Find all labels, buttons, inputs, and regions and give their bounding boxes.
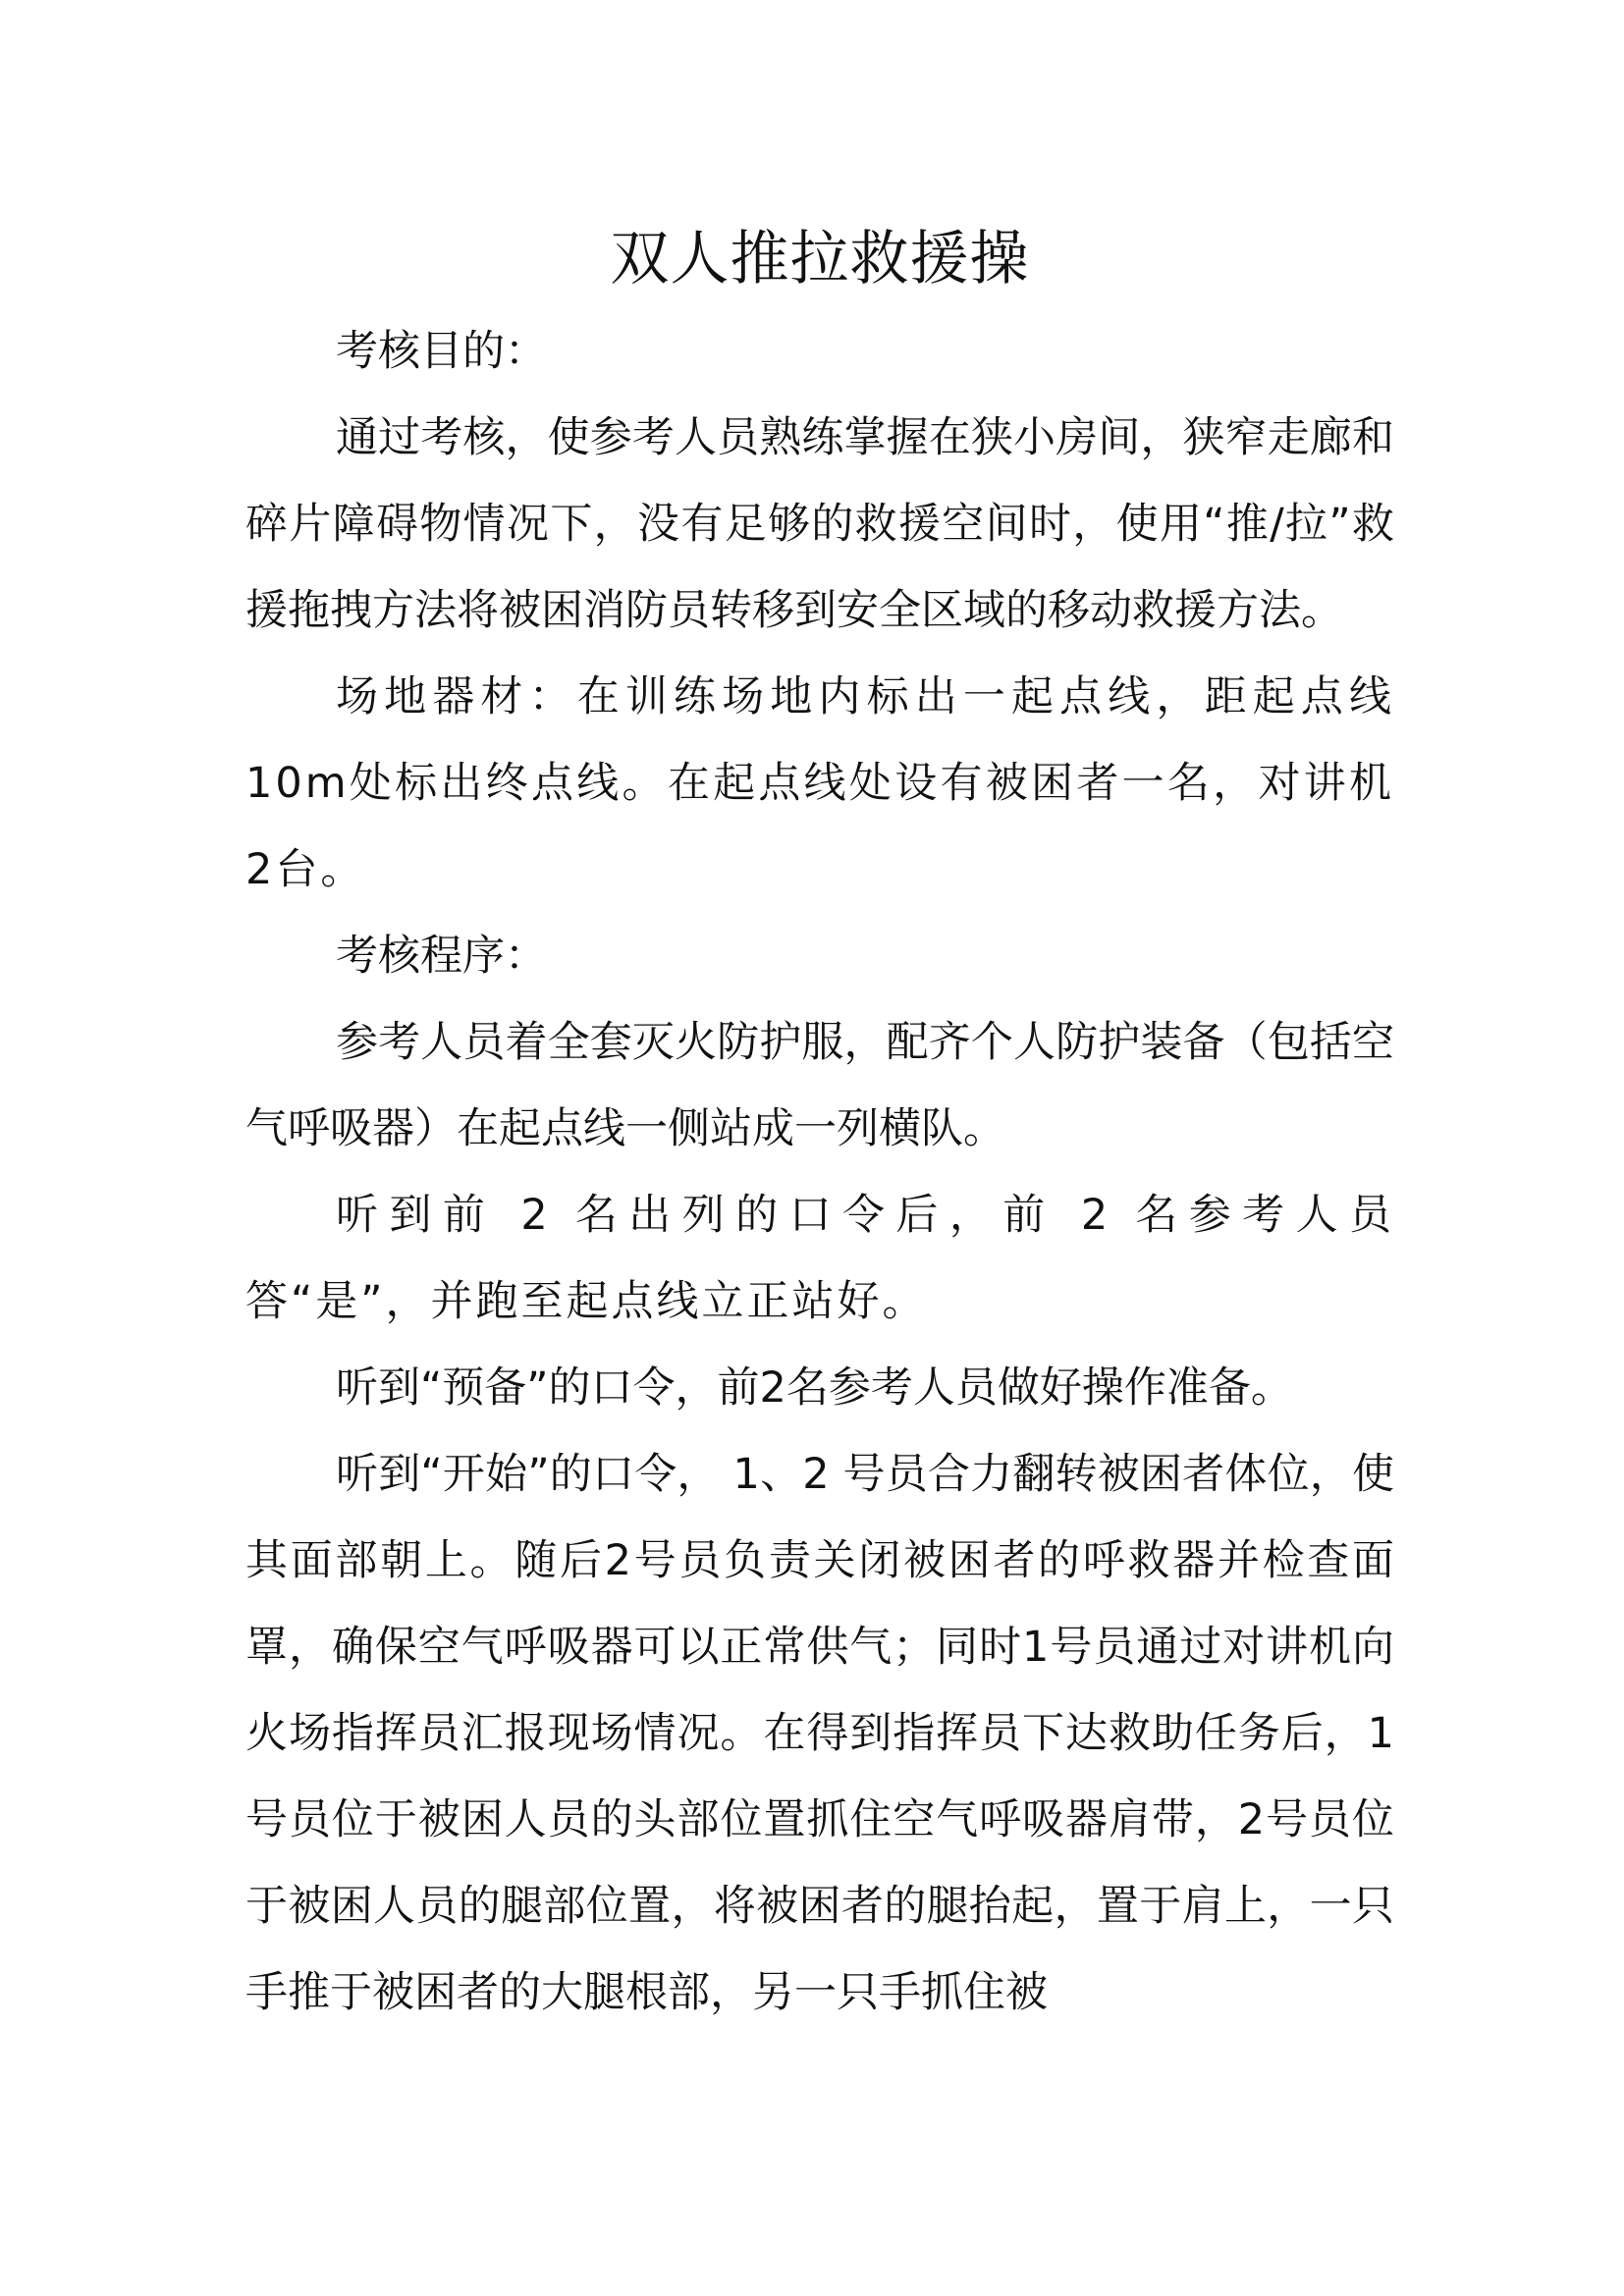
document-page [245, 218, 1394, 2036]
paragraph-equipment: 场地器材：在训练场地内标出一起点线，距起点线10m处标出终点线。在起点线处设有被困者一名，对讲机2台。 [245, 672, 1394, 894]
paragraph-ready: 听到“预备”的口令，前2名参考人员做好操作准备。 [336, 1363, 1293, 1413]
section-heading-purpose: 考核目的： [336, 327, 547, 376]
paragraph-purpose: 通过考核，使参考人员熟练掌握在狭小房间，狭窄走廊和碎片障碍物情况下，没有足够的救援空间时，使用“推/拉”救援拖拽方法将被困消防员转移到安全区域的移动救援方法。 [245, 413, 1394, 635]
section-heading-procedure: 考核程序： [336, 932, 547, 981]
paragraph-start: 听到“开始”的口令， 1、2 号员合力翻转被困者体位，使其面部朝上。随后2号员负责关闭被困者的呼救器并检查面罩，确保空气呼吸器可以正常供气；同时1号员通过对讲机向火场指挥员汇报现场情况。在得到指挥员下达救助任务后，1号员位于被困人员的头部位置抓住空气呼吸器肩带，2号员位于被困人员的腿部位置，将被困者的腿抬起，置于肩上，一只手推于被困者的大腿根部，另一只手抓住被 [245, 1450, 1394, 2017]
paragraph-fall-in: 听到前 2 名出列的口令后，前 2 名参考人员答“是”，并跑至起点线立正站好。 [245, 1191, 1394, 1326]
document-title: 双人推拉救援操 [610, 225, 1030, 294]
paragraph-preparation: 参考人员着全套灭火防护服，配齐个人防护装备（包括空气呼吸器）在起点线一侧站成一列横队。 [245, 1018, 1394, 1153]
